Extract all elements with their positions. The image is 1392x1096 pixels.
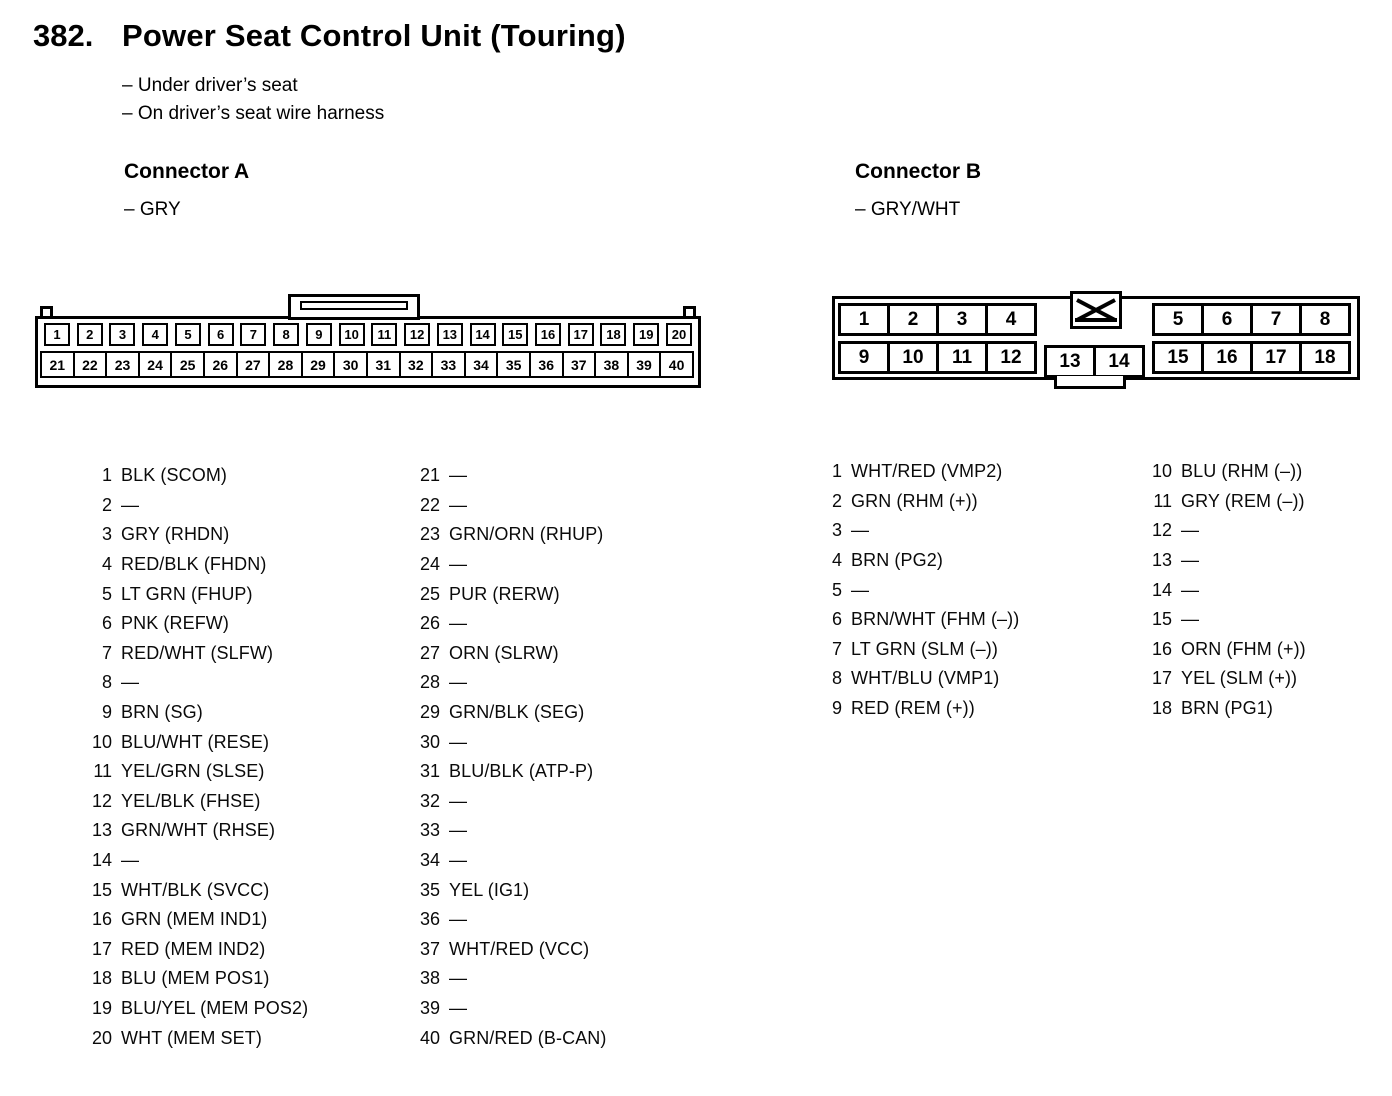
pin-row xyxy=(82,994,308,1024)
pin-row xyxy=(410,639,607,669)
connector-a-lock-tab xyxy=(288,294,420,320)
pin-cell: 10 xyxy=(887,341,939,374)
pin-number: 6 xyxy=(101,613,112,634)
pin-row xyxy=(82,579,308,609)
pin-row xyxy=(410,461,607,491)
pin-number: 7 xyxy=(831,638,842,659)
pin-label: — xyxy=(1181,550,1200,571)
pin-number: 18 xyxy=(1151,698,1172,719)
pin-row xyxy=(82,816,308,846)
pin-cell: 36 xyxy=(529,351,564,378)
pin-row xyxy=(82,609,308,639)
pin-row xyxy=(82,550,308,580)
pin-cell: 9 xyxy=(306,323,332,346)
pin-cell: 15 xyxy=(1152,341,1204,374)
connector-a-pin-row-top xyxy=(44,323,692,346)
pin-row xyxy=(410,579,607,609)
pin-row xyxy=(82,520,308,550)
connector-b-bottom-right-group xyxy=(1155,341,1351,374)
pin-label: YEL/GRN (SLSE) xyxy=(121,761,265,782)
pin-label: WHT (MEM SET) xyxy=(121,1027,262,1048)
pin-cell: 12 xyxy=(404,323,430,346)
pin-label: — xyxy=(449,997,468,1018)
pin-cell: 4 xyxy=(985,303,1037,336)
pin-label: GRN (RHM (+)) xyxy=(851,490,978,511)
pin-cell: 20 xyxy=(666,323,692,346)
connector-b-pin-row-top xyxy=(841,303,1351,336)
pin-number: 9 xyxy=(831,698,842,719)
pin-cell: 16 xyxy=(1201,341,1253,374)
pin-label: YEL (IG1) xyxy=(449,879,530,900)
pin-cell: 35 xyxy=(496,351,531,378)
pin-number: 4 xyxy=(831,550,842,571)
pin-cell: 22 xyxy=(73,351,108,378)
pin-number: 2 xyxy=(101,494,112,515)
pin-cell: 14 xyxy=(470,323,496,346)
pin-row xyxy=(410,816,607,846)
pin-label: — xyxy=(449,968,468,989)
pin-number: 39 xyxy=(419,997,440,1018)
pin-row xyxy=(82,668,308,698)
pin-number: 14 xyxy=(1151,579,1172,600)
pin-label: ORN (SLRW) xyxy=(449,642,559,663)
pin-number: 1 xyxy=(101,465,112,486)
pin-label: — xyxy=(449,465,468,486)
pin-row xyxy=(410,787,607,817)
pin-row xyxy=(410,875,607,905)
pin-row xyxy=(82,875,308,905)
pin-row xyxy=(410,935,607,965)
pin-label: BLU/YEL (MEM POS2) xyxy=(121,997,309,1018)
connector-a-pin-row-bottom xyxy=(42,351,694,378)
pin-label: BRN (PG2) xyxy=(851,550,943,571)
connector-b-body xyxy=(832,296,1360,380)
connector-a-pin-list-right xyxy=(410,461,607,1053)
pin-row xyxy=(82,461,308,491)
pin-number: 9 xyxy=(101,702,112,723)
pin-cell: 23 xyxy=(105,351,140,378)
pin-number: 40 xyxy=(419,1027,440,1048)
pin-number: 4 xyxy=(101,554,112,575)
pin-label: — xyxy=(449,731,468,752)
pin-cell: 31 xyxy=(366,351,401,378)
pin-number: 5 xyxy=(831,579,842,600)
pin-label: GRY (RHDN) xyxy=(121,524,230,545)
pin-label: PUR (RERW) xyxy=(449,583,560,604)
pin-number: 18 xyxy=(91,968,112,989)
pin-cell: 2 xyxy=(77,323,103,346)
pin-number: 21 xyxy=(419,465,440,486)
pin-number: 30 xyxy=(419,731,440,752)
page-title-row xyxy=(33,18,626,54)
pin-label: WHT/RED (VMP2) xyxy=(851,461,1003,482)
pin-label: BRN (SG) xyxy=(121,702,203,723)
pin-number: 38 xyxy=(419,968,440,989)
connector-b-pin-list-left xyxy=(812,457,1019,723)
pin-cell: 10 xyxy=(339,323,365,346)
pin-cell: 9 xyxy=(838,341,890,374)
pin-row xyxy=(410,727,607,757)
pin-label: — xyxy=(449,850,468,871)
connector-b-color: – GRY/WHT xyxy=(855,199,961,220)
pin-row xyxy=(1142,546,1306,576)
pin-number: 27 xyxy=(419,642,440,663)
connector-a-body xyxy=(35,316,701,388)
pin-row xyxy=(812,635,1019,665)
pin-cell: 17 xyxy=(568,323,594,346)
pin-cell: 16 xyxy=(535,323,561,346)
pin-cell: 33 xyxy=(431,351,466,378)
pin-row xyxy=(410,1023,607,1053)
pin-number: 11 xyxy=(1153,490,1172,511)
pin-label: GRN/BLK (SEG) xyxy=(449,702,585,723)
pin-cell: 14 xyxy=(1093,345,1145,378)
pin-cell: 5 xyxy=(1152,303,1204,336)
pin-row xyxy=(1142,516,1306,546)
pin-row xyxy=(812,487,1019,517)
pin-cell: 2 xyxy=(887,303,939,336)
pin-number: 36 xyxy=(419,909,440,930)
pin-label: — xyxy=(1181,520,1200,541)
pin-number: 3 xyxy=(831,520,842,541)
pin-number: 17 xyxy=(91,938,112,959)
pin-label: — xyxy=(449,494,468,515)
pin-cell: 26 xyxy=(203,351,238,378)
pin-number: 3 xyxy=(101,524,112,545)
connector-b-bottom-left-group xyxy=(841,341,1037,374)
pin-label: — xyxy=(121,672,140,693)
pin-row xyxy=(1142,664,1306,694)
pin-cell: 24 xyxy=(138,351,173,378)
pin-number: 37 xyxy=(419,938,440,959)
connector-b-bottom-mid-group xyxy=(1047,345,1145,378)
pin-label: RED (MEM IND2) xyxy=(121,938,266,959)
pin-label: — xyxy=(449,672,468,693)
pin-row xyxy=(812,575,1019,605)
pin-number: 12 xyxy=(1151,520,1172,541)
pin-row xyxy=(1142,605,1306,635)
pin-label: BLU/WHT (RESE) xyxy=(121,731,270,752)
pin-row xyxy=(410,905,607,935)
pin-row xyxy=(410,757,607,787)
connector-a-diagram xyxy=(35,294,701,392)
pin-label: RED (REM (+)) xyxy=(851,698,975,719)
pin-cell: 6 xyxy=(208,323,234,346)
pin-cell: 32 xyxy=(399,351,434,378)
pin-label: LT GRN (SLM (–)) xyxy=(851,638,998,659)
section-number: 382. xyxy=(33,18,94,53)
pin-row xyxy=(82,935,308,965)
pin-number: 1 xyxy=(831,461,842,482)
pin-row xyxy=(410,994,607,1024)
pin-label: ORN (FHM (+)) xyxy=(1181,638,1306,659)
pin-row xyxy=(410,520,607,550)
pin-label: BRN/WHT (FHM (–)) xyxy=(851,609,1020,630)
note-line: – On driver’s seat wire harness xyxy=(122,103,385,124)
pin-label: — xyxy=(851,579,870,600)
page-title: Power Seat Control Unit (Touring) xyxy=(122,18,626,53)
pin-cell: 25 xyxy=(170,351,205,378)
pin-row xyxy=(82,787,308,817)
pin-cell: 40 xyxy=(659,351,694,378)
pin-row xyxy=(82,964,308,994)
pin-label: YEL (SLM (+)) xyxy=(1181,668,1298,689)
pin-label: RED/BLK (FHDN) xyxy=(121,554,267,575)
pin-cell: 1 xyxy=(44,323,70,346)
pin-number: 11 xyxy=(93,761,112,782)
pin-number: 23 xyxy=(419,524,440,545)
pin-number: 15 xyxy=(91,879,112,900)
pin-number: 32 xyxy=(419,790,440,811)
pin-row xyxy=(410,964,607,994)
pin-row xyxy=(1142,457,1306,487)
connector-a-color: – GRY xyxy=(124,199,181,220)
pin-cell: 19 xyxy=(633,323,659,346)
pin-cell: 1 xyxy=(838,303,890,336)
pin-row xyxy=(1142,487,1306,517)
pin-number: 33 xyxy=(419,820,440,841)
pin-number: 29 xyxy=(419,702,440,723)
pin-cell: 38 xyxy=(594,351,629,378)
note-line: – Under driver’s seat xyxy=(122,75,298,96)
pin-number: 20 xyxy=(91,1027,112,1048)
pin-cell: 39 xyxy=(627,351,662,378)
pin-number: 15 xyxy=(1151,609,1172,630)
pin-row xyxy=(812,457,1019,487)
pin-cell: 3 xyxy=(109,323,135,346)
pin-row xyxy=(812,516,1019,546)
pin-label: GRN (MEM IND1) xyxy=(121,909,268,930)
pin-label: YEL/BLK (FHSE) xyxy=(121,790,261,811)
pin-label: — xyxy=(449,613,468,634)
pin-label: WHT/RED (VCC) xyxy=(449,938,590,959)
pin-cell: 18 xyxy=(1299,341,1351,374)
pin-row xyxy=(410,698,607,728)
pin-number: 35 xyxy=(419,879,440,900)
pin-number: 25 xyxy=(419,583,440,604)
connector-b-diagram xyxy=(832,296,1360,392)
pin-number: 5 xyxy=(101,583,112,604)
pin-row xyxy=(812,605,1019,635)
connector-a-heading: Connector A xyxy=(124,160,250,183)
connector-b-bottom-mid-slot xyxy=(1037,341,1155,378)
pin-cell: 34 xyxy=(464,351,499,378)
pin-row xyxy=(812,546,1019,576)
connector-b-top-right-group xyxy=(1155,303,1351,336)
connector-a-pin-list-left xyxy=(82,461,308,1053)
pin-row xyxy=(812,664,1019,694)
pin-cell: 30 xyxy=(333,351,368,378)
pin-label: GRY (REM (–)) xyxy=(1181,490,1305,511)
pin-number: 31 xyxy=(419,761,440,782)
pin-cell: 5 xyxy=(175,323,201,346)
pin-number: 8 xyxy=(101,672,112,693)
pin-number: 12 xyxy=(91,790,112,811)
pin-number: 10 xyxy=(1151,461,1172,482)
pin-row xyxy=(410,550,607,580)
pin-number: 7 xyxy=(101,642,112,663)
pin-number: 17 xyxy=(1151,668,1172,689)
pin-cell: 37 xyxy=(562,351,597,378)
pin-row xyxy=(82,1023,308,1053)
pin-cell: 27 xyxy=(236,351,271,378)
pin-label: — xyxy=(449,790,468,811)
pin-label: WHT/BLK (SVCC) xyxy=(121,879,270,900)
pin-number: 16 xyxy=(91,909,112,930)
pin-label: BLU/BLK (ATP-P) xyxy=(449,761,594,782)
pin-label: — xyxy=(1181,609,1200,630)
pin-label: BLK (SCOM) xyxy=(121,465,228,486)
pin-row xyxy=(410,668,607,698)
pin-row xyxy=(410,846,607,876)
pin-number: 10 xyxy=(91,731,112,752)
pin-row xyxy=(1142,575,1306,605)
pin-row xyxy=(82,491,308,521)
pin-label: — xyxy=(1181,579,1200,600)
pin-cell: 12 xyxy=(985,341,1037,374)
keyway-icon xyxy=(1070,291,1122,329)
pin-row xyxy=(1142,694,1306,724)
connector-b-pin-row-bottom xyxy=(841,341,1351,378)
pin-label: PNK (REFW) xyxy=(121,613,229,634)
pin-cell: 6 xyxy=(1201,303,1253,336)
pin-cell: 13 xyxy=(1044,345,1096,378)
pin-cell: 29 xyxy=(301,351,336,378)
pin-label: GRN/ORN (RHUP) xyxy=(449,524,604,545)
pin-cell: 21 xyxy=(40,351,75,378)
pin-cell: 11 xyxy=(936,341,988,374)
pin-number: 22 xyxy=(419,494,440,515)
pin-label: BRN (PG1) xyxy=(1181,698,1273,719)
pin-row xyxy=(82,639,308,669)
pin-number: 26 xyxy=(419,613,440,634)
pin-cell: 4 xyxy=(142,323,168,346)
pin-row xyxy=(82,905,308,935)
pin-label: GRN/WHT (RHSE) xyxy=(121,820,276,841)
pin-label: — xyxy=(121,494,140,515)
pin-number: 16 xyxy=(1151,638,1172,659)
connector-b-notch xyxy=(1054,376,1126,389)
pin-label: — xyxy=(449,554,468,575)
location-notes xyxy=(122,72,384,128)
pin-number: 6 xyxy=(831,609,842,630)
connector-b-pin-list-right xyxy=(1142,457,1306,723)
pin-row xyxy=(82,727,308,757)
pin-cell: 7 xyxy=(1250,303,1302,336)
pin-label: GRN/RED (B-CAN) xyxy=(449,1027,607,1048)
connector-a-lock-tab-inner xyxy=(300,301,408,310)
pin-cell: 3 xyxy=(936,303,988,336)
pin-number: 8 xyxy=(831,668,842,689)
connector-b-heading: Connector B xyxy=(855,160,981,183)
pin-number: 24 xyxy=(419,554,440,575)
pin-row xyxy=(1142,635,1306,665)
pin-number: 28 xyxy=(419,672,440,693)
connector-b-key-slot xyxy=(1037,303,1155,329)
pin-cell: 28 xyxy=(268,351,303,378)
pin-row xyxy=(410,491,607,521)
pin-label: BLU (RHM (–)) xyxy=(1181,461,1303,482)
pin-cell: 13 xyxy=(437,323,463,346)
pin-number: 19 xyxy=(91,997,112,1018)
pin-row xyxy=(82,698,308,728)
pin-label: — xyxy=(851,520,870,541)
pin-cell: 18 xyxy=(600,323,626,346)
pin-cell: 15 xyxy=(502,323,528,346)
pin-row xyxy=(82,846,308,876)
pin-number: 14 xyxy=(91,850,112,871)
pin-number: 13 xyxy=(1151,550,1172,571)
pin-cell: 11 xyxy=(371,323,397,346)
connector-b-top-left-group xyxy=(841,303,1037,336)
pin-label: — xyxy=(121,850,140,871)
pin-label: BLU (MEM POS1) xyxy=(121,968,270,989)
pin-label: — xyxy=(449,909,468,930)
pin-label: — xyxy=(449,820,468,841)
pin-cell: 17 xyxy=(1250,341,1302,374)
pin-label: WHT/BLU (VMP1) xyxy=(851,668,1000,689)
pin-cell: 7 xyxy=(240,323,266,346)
pin-number: 13 xyxy=(91,820,112,841)
pin-row xyxy=(410,609,607,639)
pin-number: 34 xyxy=(419,850,440,871)
pin-number: 2 xyxy=(831,490,842,511)
pin-label: LT GRN (FHUP) xyxy=(121,583,253,604)
pin-label: RED/WHT (SLFW) xyxy=(121,642,274,663)
pin-row xyxy=(82,757,308,787)
pin-row xyxy=(812,694,1019,724)
pin-cell: 8 xyxy=(1299,303,1351,336)
pin-cell: 8 xyxy=(273,323,299,346)
